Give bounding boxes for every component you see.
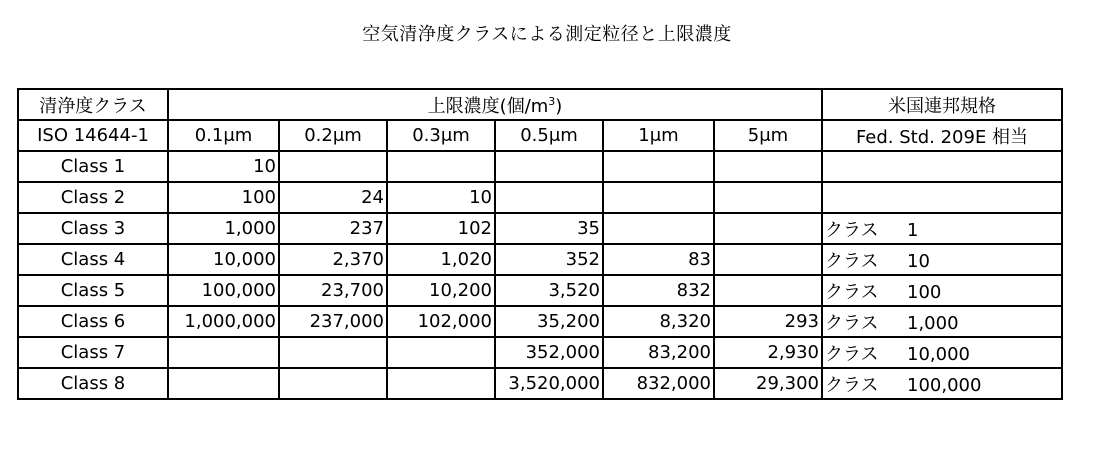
- concentration-cell: [714, 275, 822, 306]
- fed-standard-subheader: Fed. Std. 209E 相当: [822, 120, 1062, 151]
- concentration-cell: 83: [603, 244, 714, 275]
- header-row-2: [18, 120, 1062, 151]
- concentration-cell: 832,000: [603, 368, 714, 399]
- fed-class-value: 1,000: [907, 312, 959, 334]
- size-header: 0.3μm: [387, 120, 495, 151]
- header-row-1: [18, 89, 1062, 120]
- concentration-cell: 29,300: [714, 368, 822, 399]
- fed-standard-cell: [822, 151, 1062, 182]
- class-name-cell: Class 1: [18, 151, 168, 182]
- table-row: [18, 213, 1062, 244]
- size-header: 0.1μm: [168, 120, 279, 151]
- concentration-cell: 1,000: [168, 213, 279, 244]
- concentration-cell: 2,370: [279, 244, 387, 275]
- fed-class-prefix: クラス: [825, 374, 879, 396]
- class-name-cell: Class 3: [18, 213, 168, 244]
- concentration-cell: 3,520,000: [495, 368, 603, 399]
- upper-limit-sup: 3: [548, 94, 556, 108]
- class-name-cell: Class 5: [18, 275, 168, 306]
- concentration-cell: [603, 213, 714, 244]
- fed-standard-cell: [822, 275, 1062, 306]
- fed-class-value: 1: [907, 219, 919, 241]
- fed-standard-cell: [822, 244, 1062, 275]
- table-row: [18, 275, 1062, 306]
- fed-class-value: 10: [907, 250, 930, 272]
- table-row: [18, 182, 1062, 213]
- fed-class-prefix: クラス: [825, 312, 879, 334]
- iso-header: ISO 14644-1: [18, 120, 168, 151]
- concentration-cell: [387, 368, 495, 399]
- concentration-cell: [387, 337, 495, 368]
- page-title: 空気清浄度クラスによる測定粒径と上限濃度: [362, 24, 732, 45]
- fed-class-prefix: クラス: [825, 250, 879, 272]
- table-row: [18, 151, 1062, 182]
- concentration-cell: [279, 151, 387, 182]
- concentration-cell: [603, 151, 714, 182]
- concentration-cell: 832: [603, 275, 714, 306]
- concentration-cell: [387, 151, 495, 182]
- concentration-cell: 35,200: [495, 306, 603, 337]
- concentration-cell: 100,000: [168, 275, 279, 306]
- concentration-cell: [714, 151, 822, 182]
- concentration-cell: 10,200: [387, 275, 495, 306]
- class-name-cell: Class 2: [18, 182, 168, 213]
- concentration-cell: 1,020: [387, 244, 495, 275]
- concentration-cell: 352,000: [495, 337, 603, 368]
- fed-standard-cell: [822, 306, 1062, 337]
- fed-standard-cell: [822, 368, 1062, 399]
- concentration-cell: [168, 368, 279, 399]
- class-name-cell: Class 4: [18, 244, 168, 275]
- concentration-cell: [714, 244, 822, 275]
- concentration-cell: [279, 337, 387, 368]
- concentration-cell: [495, 182, 603, 213]
- concentration-cell: 352: [495, 244, 603, 275]
- cleanliness-table: [17, 88, 1063, 400]
- fed-class-value: 100: [907, 281, 942, 303]
- concentration-cell: 35: [495, 213, 603, 244]
- concentration-cell: 102: [387, 213, 495, 244]
- table-row: [18, 368, 1062, 399]
- concentration-cell: [714, 213, 822, 244]
- fed-class-prefix: クラス: [825, 219, 879, 241]
- class-header: 清浄度クラス: [18, 89, 168, 120]
- concentration-cell: 10,000: [168, 244, 279, 275]
- fed-class-prefix: クラス: [825, 281, 879, 303]
- fed-standard-cell: [822, 182, 1062, 213]
- size-header: 0.5μm: [495, 120, 603, 151]
- concentration-cell: 293: [714, 306, 822, 337]
- class-name-cell: Class 6: [18, 306, 168, 337]
- concentration-cell: 1,000,000: [168, 306, 279, 337]
- fed-standard-header: 米国連邦規格: [822, 89, 1062, 120]
- concentration-cell: [603, 182, 714, 213]
- concentration-cell: 10: [168, 151, 279, 182]
- concentration-cell: [168, 337, 279, 368]
- table-body: [18, 151, 1062, 399]
- size-header: 5μm: [714, 120, 822, 151]
- concentration-cell: 237: [279, 213, 387, 244]
- upper-limit-header: [168, 89, 822, 120]
- concentration-cell: [495, 151, 603, 182]
- class-name-cell: Class 7: [18, 337, 168, 368]
- table-row: [18, 337, 1062, 368]
- concentration-cell: 10: [387, 182, 495, 213]
- fed-class-value: 100,000: [907, 374, 982, 396]
- upper-limit-close: ): [555, 95, 563, 117]
- fed-standard-cell: [822, 213, 1062, 244]
- concentration-cell: 100: [168, 182, 279, 213]
- fed-class-prefix: クラス: [825, 343, 879, 365]
- concentration-cell: 237,000: [279, 306, 387, 337]
- concentration-cell: 2,930: [714, 337, 822, 368]
- table-row: [18, 306, 1062, 337]
- upper-limit-label: 上限濃度(個/m: [427, 95, 549, 117]
- class-name-cell: Class 8: [18, 368, 168, 399]
- table-row: [18, 244, 1062, 275]
- concentration-cell: 24: [279, 182, 387, 213]
- size-header: 1μm: [603, 120, 714, 151]
- fed-standard-cell: [822, 337, 1062, 368]
- concentration-cell: [714, 182, 822, 213]
- fed-class-value: 10,000: [907, 343, 970, 365]
- concentration-cell: [279, 368, 387, 399]
- concentration-cell: 23,700: [279, 275, 387, 306]
- concentration-cell: 3,520: [495, 275, 603, 306]
- concentration-cell: 8,320: [603, 306, 714, 337]
- size-header: 0.2μm: [279, 120, 387, 151]
- concentration-cell: 83,200: [603, 337, 714, 368]
- concentration-cell: 102,000: [387, 306, 495, 337]
